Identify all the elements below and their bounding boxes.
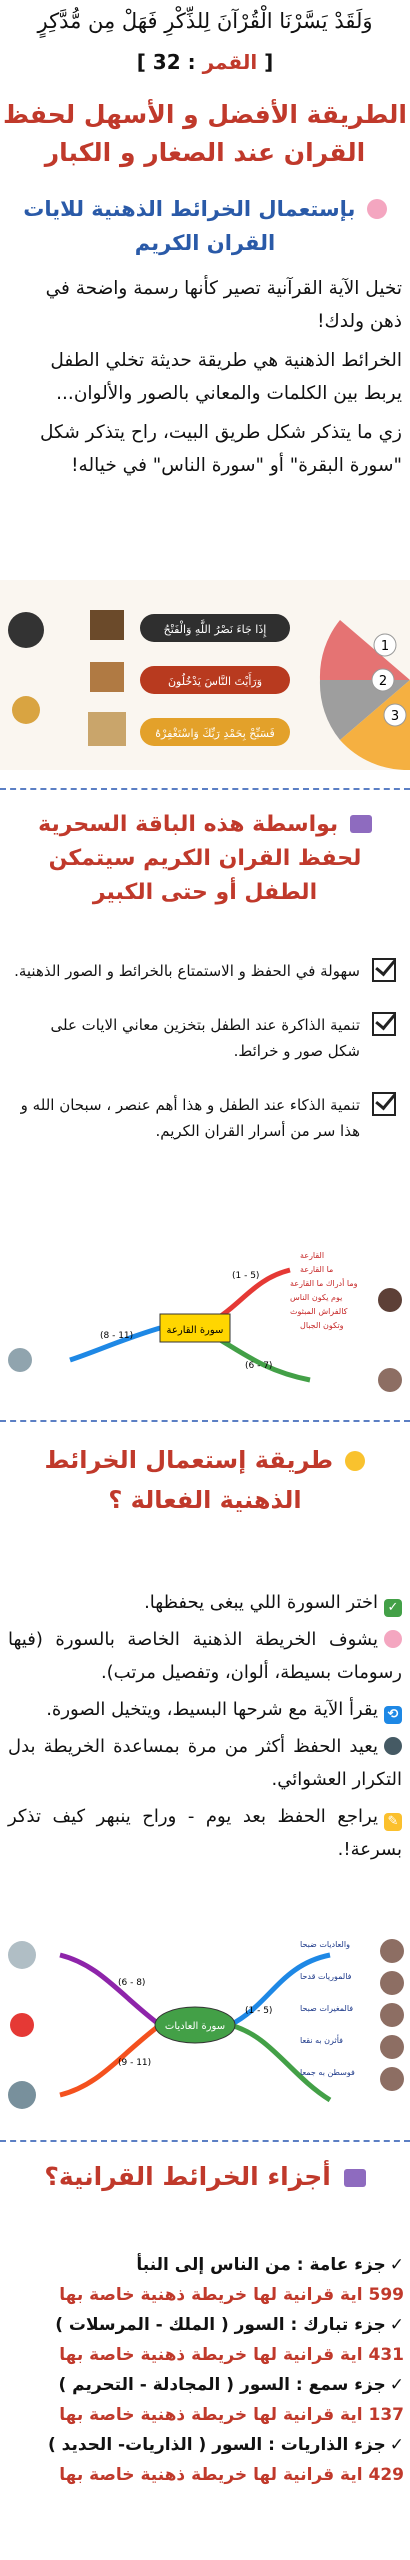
benefit-text: سهولة في الحفظ و الاستمتاع بالخرائط و الصور الذهنية. bbox=[14, 962, 360, 980]
step-text: يقرأ الآية مع شرحها البسيط، ويتخيل الصورة. bbox=[46, 1699, 378, 1720]
method-step bbox=[8, 1693, 402, 1726]
step-text: يعيد الحفظ أكثر من مرة بمساعدة الخريطة بدل التكرار العشوائي. bbox=[8, 1736, 402, 1790]
books-icon bbox=[350, 815, 372, 833]
person-icon bbox=[8, 1941, 36, 1969]
section-divider bbox=[0, 2140, 410, 2142]
surah-name: القمر bbox=[202, 50, 258, 74]
part-label: جزء تبارك : السور ( الملك - المرسلات ) bbox=[55, 2315, 386, 2335]
mindmap-center: سورة القارعة bbox=[166, 1325, 224, 1336]
repeat-icon: ⟲ bbox=[384, 1706, 402, 1724]
mindmap-range: (8 - 11) bbox=[100, 1331, 134, 1341]
part-item bbox=[6, 2430, 404, 2490]
method-heading bbox=[0, 1440, 410, 1540]
mindmap-leaf: فالمغيرات صبحا bbox=[300, 2004, 354, 2013]
mindmap-leaf: فالموريات قدحا bbox=[300, 1972, 352, 1981]
checkbox-icon bbox=[372, 1092, 396, 1116]
mindmap-range: (9 - 11) bbox=[118, 2058, 152, 2068]
brain-icon bbox=[384, 1630, 402, 1648]
ref-bracket-open: [ bbox=[264, 50, 274, 74]
benefit-item bbox=[14, 1012, 396, 1064]
horse-icon bbox=[380, 2067, 404, 2091]
mindmap-leaf: والعاديات ضبحا bbox=[300, 1940, 350, 1949]
mindmap-leaf: ما القارعة bbox=[300, 1265, 334, 1274]
benefit-text: تنمية الذاكرة عند الطفل بتخزين معاني الايات على شكل صور و خرائط. bbox=[50, 1016, 360, 1060]
benefits-list bbox=[0, 958, 410, 1198]
hands-icon bbox=[12, 696, 40, 724]
part-label: جزء سمع : السور ( المجادلة - التحريم ) bbox=[58, 2375, 386, 2395]
parts-list bbox=[0, 2250, 410, 2550]
horse-icon bbox=[380, 1971, 404, 1995]
horse-icon bbox=[380, 1939, 404, 1963]
ayah-number: 32 bbox=[152, 50, 181, 74]
mindmap-range: (1 - 5) bbox=[245, 2006, 273, 2016]
section-divider bbox=[0, 1420, 410, 1422]
memo-icon: ✎ bbox=[384, 1813, 402, 1831]
mindmap-image-nasr bbox=[0, 580, 410, 770]
mosque-icon bbox=[90, 662, 124, 692]
crown-icon bbox=[8, 612, 44, 648]
mindmap-leaf: فأثرن به نقعا bbox=[300, 2036, 343, 2045]
ref-colon: : bbox=[187, 50, 196, 74]
people-icon bbox=[88, 712, 126, 746]
checkbox-icon bbox=[372, 1012, 396, 1036]
part-item bbox=[6, 2370, 404, 2430]
benefits-heading bbox=[0, 808, 410, 948]
intro-paragraph: الخرائط الذهنية هي طريقة حديثة تخلي الطفل يربط بين الكلمات والمعاني بالصور والألوان... bbox=[50, 350, 402, 404]
brain-icon bbox=[367, 199, 387, 219]
scale-icon bbox=[378, 1368, 402, 1392]
step-text: يراجع الحفظ بعد يوم - وراح ينبهر كيف تذكر بسرعة!. bbox=[8, 1806, 402, 1860]
wheel-number: 3 bbox=[390, 709, 400, 724]
parts-heading-text: أجزاء الخرائط القرانية؟ bbox=[44, 2162, 331, 2191]
mindmap-range: (6 - 7) bbox=[245, 1361, 273, 1371]
figure-icon bbox=[378, 1288, 402, 1312]
kaaba-icon bbox=[90, 610, 124, 640]
method-step bbox=[8, 1586, 402, 1619]
speaker-icon bbox=[384, 1737, 402, 1755]
ref-bracket-close: ] bbox=[136, 50, 146, 74]
check-icon: ✓ bbox=[384, 1599, 402, 1617]
grave-icon bbox=[8, 2081, 36, 2109]
part-item bbox=[6, 2310, 404, 2370]
ayah-banner: وَرَأَيْتَ النَّاسَ يَدْخُلُونَ bbox=[167, 675, 263, 688]
mindmap-qaria-svg bbox=[0, 1240, 410, 1410]
ayah-header bbox=[0, 0, 410, 50]
section-divider bbox=[0, 788, 410, 790]
benefits-heading-text: بواسطة هذه الباقة السحرية لحفظ القران الكريم سيتمكن الطفل أو حتى الكبير bbox=[38, 812, 362, 905]
ayah-banner: فَسَبِّحْ بِحَمْدِ رَبِّكَ وَاسْتَغْفِرْهُ bbox=[155, 727, 275, 740]
mindmap-leaf: القارعة bbox=[300, 1251, 325, 1260]
intro-text bbox=[0, 272, 410, 602]
subtitle-text: بإستعمال الخرائط الذهنية للايات القران الكريم bbox=[23, 197, 356, 255]
part-count: 429 اية قرانية لها خريطة ذهنية خاصة بها bbox=[59, 2465, 404, 2485]
benefit-item bbox=[14, 958, 396, 984]
step-text: يشوف الخريطة الذهنية الخاصة بالسورة (فيها رسومات بسيطة، ألوان، وتفصيل مرتب). bbox=[8, 1629, 402, 1683]
mindmap-leaf: وتكون الجبال bbox=[300, 1321, 344, 1330]
ayah-reference bbox=[0, 50, 410, 90]
part-count: 137 اية قرانية لها خريطة ذهنية خاصة بها bbox=[59, 2405, 404, 2425]
mindmap-nasr-svg bbox=[0, 580, 410, 770]
intro-paragraph: تخيل الآية القرآنية تصير كأنها رسمة واضحة في ذهن ولدك! bbox=[45, 278, 402, 332]
horse-icon bbox=[380, 2003, 404, 2027]
horse-icon bbox=[380, 2035, 404, 2059]
page-subtitle bbox=[0, 192, 410, 266]
part-count: 599 اية قرانية لها خريطة ذهنية خاصة بها bbox=[59, 2285, 404, 2305]
parts-heading bbox=[0, 2160, 410, 2210]
part-label: جزء عامة : من الناس إلى النبأ bbox=[136, 2255, 386, 2275]
mindmap-leaf: يوم يكون الناس bbox=[290, 1293, 343, 1302]
benefit-text: تنمية الذكاء عند الطفل و هذا أهم عنصر ، سبحان الله و هذا سر من أسرار القران الكريم. bbox=[20, 1096, 360, 1140]
page-title: الطريقة الأفضل و الأسهل لحفظ القران عند الصغار و الكبار bbox=[2, 100, 408, 167]
mindmap-leaf: كالفراش المبثوث bbox=[290, 1307, 348, 1316]
wheel-number: 1 bbox=[380, 639, 390, 654]
check-icon: ✓ bbox=[389, 2255, 404, 2275]
mindmap-adiyat-svg bbox=[0, 1925, 410, 2125]
mindmap-center: سورة العاديات bbox=[164, 2021, 226, 2032]
mindmap-leaf: وما أدراك ما القارعة bbox=[290, 1279, 358, 1288]
check-icon: ✓ bbox=[389, 2435, 404, 2455]
wheel-number: 2 bbox=[378, 674, 388, 689]
part-label: جزء الذاريات : السور ( الذاريات- الحديد ) bbox=[47, 2435, 386, 2455]
checkbox-icon bbox=[372, 958, 396, 982]
mindmap-image-qaria bbox=[0, 1240, 410, 1410]
ayah-text: وَلَقَدْ يَسَّرْنَا الْقُرْآنَ لِلذِّكْرِ فَهَلْ مِن مُّدَّكِرٍ bbox=[37, 9, 373, 33]
heart-icon bbox=[10, 2013, 34, 2037]
method-heading-text: طريقة إستعمال الخرائط الذهنية الفعالة ؟ bbox=[44, 1446, 334, 1514]
intro-paragraph: زي ما يتذكر شكل طريق البيت، راح يتذكر شكل "سورة البقرة" أو "سورة الناس" في خياله! bbox=[40, 422, 402, 476]
part-count: 431 اية قرانية لها خريطة ذهنية خاصة بها bbox=[59, 2345, 404, 2365]
benefit-item bbox=[14, 1092, 396, 1144]
books-icon bbox=[344, 2169, 366, 2187]
mindmap-range: (1 - 5) bbox=[232, 1271, 260, 1281]
method-step bbox=[8, 1730, 402, 1796]
method-step bbox=[8, 1623, 402, 1689]
check-icon: ✓ bbox=[389, 2375, 404, 2395]
method-steps bbox=[0, 1586, 410, 1916]
mindmap-leaf: فوسطن به جمعا bbox=[300, 2068, 355, 2077]
step-text: اختر السورة اللي يبغى يحفظها. bbox=[144, 1592, 378, 1613]
mindmap-range: (6 - 8) bbox=[118, 1978, 146, 1988]
smile-icon bbox=[345, 1451, 365, 1471]
check-icon: ✓ bbox=[389, 2315, 404, 2335]
ayah-banner: إِذَا جَاءَ نَصْرُ اللَّهِ وَالْفَتْحُ bbox=[163, 623, 267, 636]
part-item bbox=[6, 2250, 404, 2310]
method-step bbox=[8, 1800, 402, 1866]
mindmap-image-adiyat bbox=[0, 1925, 410, 2125]
scale-icon bbox=[8, 1348, 32, 1372]
